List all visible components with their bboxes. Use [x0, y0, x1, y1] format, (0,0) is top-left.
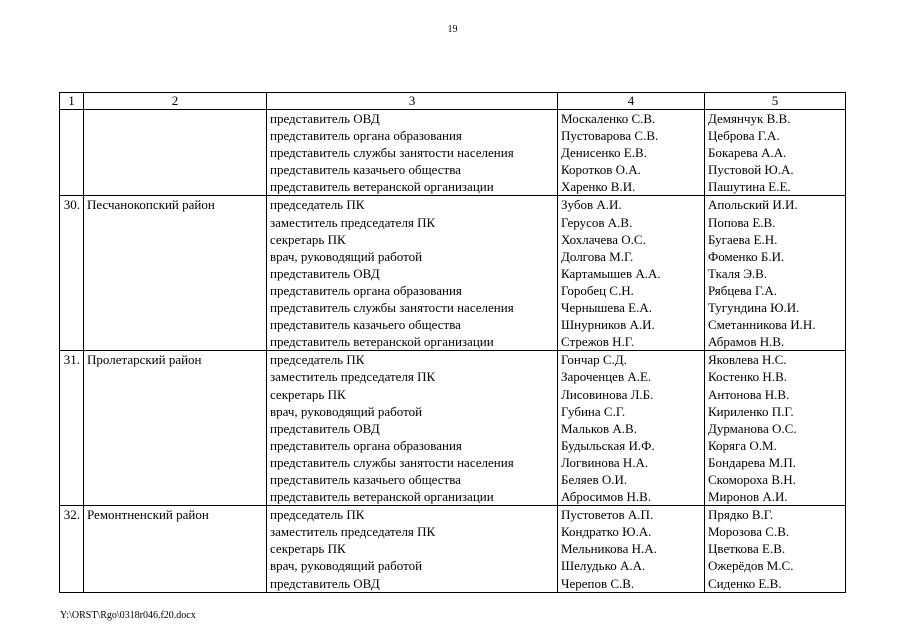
member-line: Зароченцев А.Е.: [561, 369, 652, 385]
page-number: 19: [447, 24, 458, 35]
member-line: Шнурников А.И.: [561, 317, 655, 333]
member-line: Коротков О.А.: [561, 162, 641, 178]
deputies-cell: [705, 110, 846, 196]
deputy-line: Бондарева М.П.: [708, 454, 797, 470]
member-line: Лисовинова Л.Б.: [561, 386, 654, 402]
member-line: Харенко В.И.: [561, 179, 636, 195]
member-line: Мальков А.В.: [561, 420, 637, 436]
header-cell-5: 5: [705, 93, 846, 110]
district-name: Пролетарский район: [84, 351, 267, 506]
deputy-line: Скомороха В.Н.: [708, 471, 796, 487]
table-row: [60, 351, 846, 506]
deputies-cell: [705, 351, 846, 506]
deputy-line: Пашутина Е.Е.: [708, 179, 791, 195]
member-line: Денисенко Е.В.: [561, 145, 647, 161]
footer-file-path: Y:\ORST\Rgo\0318r046.f20.docx: [60, 610, 196, 621]
role-line: представитель службы занятости населения: [270, 300, 514, 316]
role-line: представитель службы занятости населения: [270, 454, 514, 470]
deputy-line: Дурманова О.С.: [708, 420, 797, 436]
member-line: Шелудько А.А.: [561, 558, 646, 574]
role-line: представитель ОВД: [270, 575, 380, 591]
role-line: представитель ОВД: [270, 265, 380, 281]
deputies-cell: [705, 506, 846, 592]
deputy-line: Бугаева Е.Н.: [708, 231, 778, 247]
member-line: Герусов А.В.: [561, 214, 633, 230]
deputy-line: Фоменко Б.И.: [708, 248, 785, 264]
deputy-line: Попова Е.В.: [708, 214, 776, 230]
row-number: 31.: [60, 351, 84, 506]
role-line: представитель органа образования: [270, 282, 462, 298]
district-name: Ремонтненский район: [84, 506, 267, 592]
member-line: Хохлачева О.С.: [561, 231, 646, 247]
table-row: [60, 110, 846, 196]
member-line: Кондратко Ю.А.: [561, 524, 652, 540]
district-name: Песчанокопский район: [84, 196, 267, 351]
role-line: врач, руководящий работой: [270, 248, 423, 264]
role-line: врач, руководящий работой: [270, 403, 423, 419]
member-line: Картамышев А.А.: [561, 265, 661, 281]
header-cell-4: 4: [558, 93, 705, 110]
roles-cell: [267, 351, 558, 506]
member-line: Пустоварова С.В.: [561, 128, 659, 144]
row-number: 30.: [60, 196, 84, 351]
deputy-line: Морозова С.В.: [708, 524, 790, 540]
header-cell-3: 3: [267, 93, 558, 110]
deputy-line: Демянчук В.В.: [708, 111, 791, 126]
header-cell-1: 1: [60, 93, 84, 110]
member-line: Пустоветов А.П.: [561, 507, 654, 523]
member-line: Москаленко С.В.: [561, 111, 656, 126]
commission-table: [59, 92, 846, 593]
member-line: Беляев О.И.: [561, 471, 628, 487]
deputy-line: Цветкова Е.В.: [708, 541, 786, 557]
role-line: врач, руководящий работой: [270, 558, 423, 574]
member-line: Зубов А.И.: [561, 197, 622, 213]
deputies-cell: [705, 196, 846, 351]
member-line: Стрежов Н.Г.: [561, 334, 635, 350]
deputy-line: Яковлева Н.С.: [708, 352, 787, 368]
deputy-line: Тугундина Ю.И.: [708, 300, 800, 316]
deputy-line: Сметанникова И.Н.: [708, 317, 816, 333]
role-line: заместитель председателя ПК: [270, 214, 436, 230]
role-line: секретарь ПК: [270, 541, 346, 557]
role-line: представитель ОВД: [270, 420, 380, 436]
table-row: [60, 506, 846, 592]
role-line: заместитель председателя ПК: [270, 369, 436, 385]
deputy-line: Коряга О.М.: [708, 437, 777, 453]
deputy-line: Бокарева А.А.: [708, 145, 787, 161]
members-cell: [558, 110, 705, 196]
role-line: представитель ОВД: [270, 111, 380, 126]
deputy-line: Абрамов Н.В.: [708, 334, 785, 350]
member-line: Будыльская И.Ф.: [561, 437, 655, 453]
deputy-line: Пустовой Ю.А.: [708, 162, 794, 178]
deputy-line: Миронов А.И.: [708, 489, 788, 505]
members-cell: [558, 196, 705, 351]
role-line: представитель органа образования: [270, 437, 462, 453]
members-cell: [558, 351, 705, 506]
role-line: представитель казачьего общества: [270, 471, 461, 487]
deputy-line: Прядко В.Г.: [708, 507, 774, 523]
roles-cell: [267, 196, 558, 351]
role-line: председатель ПК: [270, 197, 365, 213]
header-cell-2: 2: [84, 93, 267, 110]
role-line: представитель казачьего общества: [270, 317, 461, 333]
deputy-line: Антонова Н.В.: [708, 386, 790, 402]
role-line: представитель службы занятости населения: [270, 145, 514, 161]
members-cell: [558, 506, 705, 592]
deputy-line: Апольский И.И.: [708, 197, 798, 213]
role-line: представитель ветеранской организации: [270, 179, 494, 195]
role-line: заместитель председателя ПК: [270, 524, 436, 540]
row-number: 32.: [60, 506, 84, 592]
deputy-line: Рябцева Г.А.: [708, 282, 777, 298]
deputy-line: Сиденко Е.В.: [708, 575, 782, 591]
role-line: председатель ПК: [270, 352, 365, 368]
row-number: [60, 110, 84, 196]
role-line: представитель ветеранской организации: [270, 489, 494, 505]
member-line: Губина С.Г.: [561, 403, 626, 419]
deputy-line: Ткаля Э.В.: [708, 265, 768, 281]
member-line: Чернышева Е.А.: [561, 300, 653, 316]
deputy-line: Цеброва Г.А.: [708, 128, 780, 144]
role-line: представитель казачьего общества: [270, 162, 461, 178]
role-line: секретарь ПК: [270, 231, 346, 247]
district-name: [84, 110, 267, 196]
deputy-line: Кириленко П.Г.: [708, 403, 794, 419]
member-line: Логвинова Н.А.: [561, 454, 649, 470]
deputy-line: Ожерёдов М.С.: [708, 558, 794, 574]
table-row: [60, 196, 846, 351]
member-line: Мельникова Н.А.: [561, 541, 657, 557]
role-line: представитель ветеранской организации: [270, 334, 494, 350]
role-line: председатель ПК: [270, 507, 365, 523]
roles-cell: [267, 506, 558, 592]
member-line: Абросимов Н.В.: [561, 489, 652, 505]
deputy-line: Костенко Н.В.: [708, 369, 787, 385]
member-line: Горобец С.Н.: [561, 282, 634, 298]
table-header-row: [60, 93, 846, 110]
member-line: Гончар С.Д.: [561, 352, 627, 368]
member-line: Долгова М.Г.: [561, 248, 634, 264]
member-line: Черепов С.В.: [561, 575, 635, 591]
role-line: представитель органа образования: [270, 128, 462, 144]
role-line: секретарь ПК: [270, 386, 346, 402]
roles-cell: [267, 110, 558, 196]
